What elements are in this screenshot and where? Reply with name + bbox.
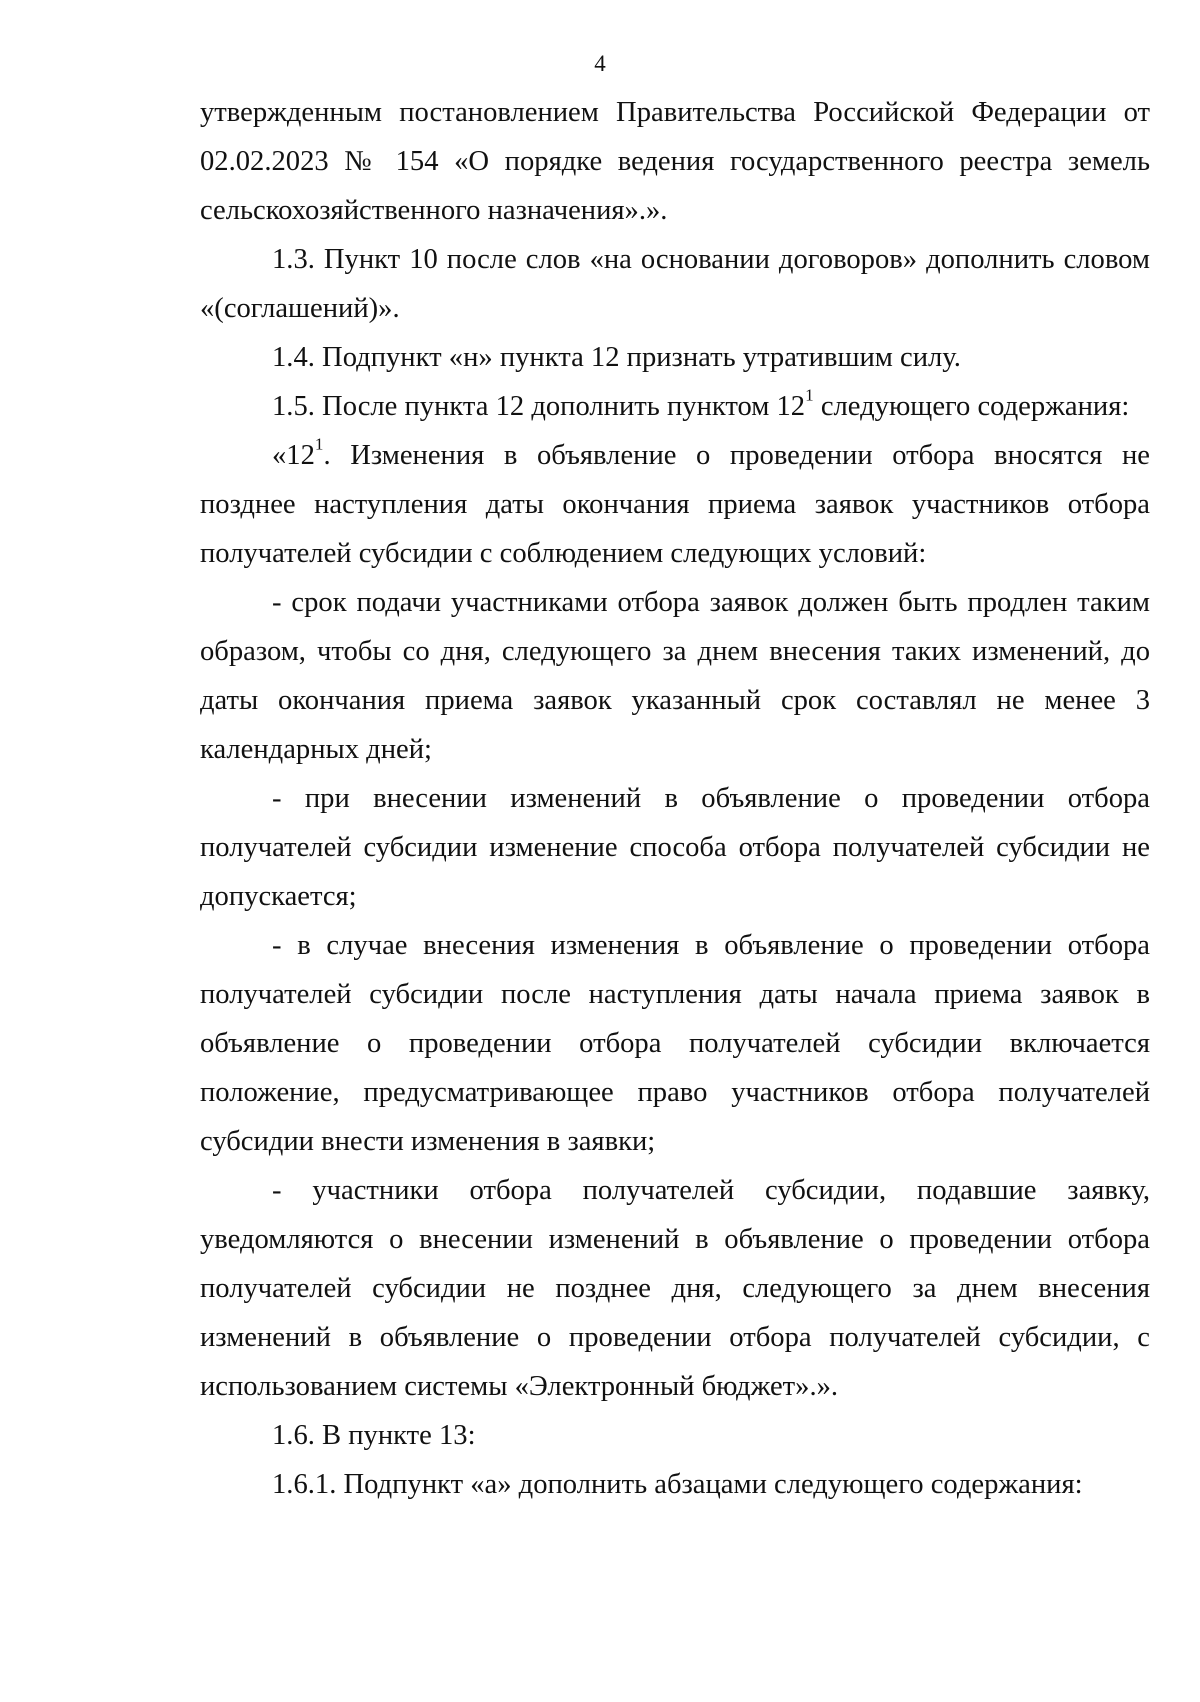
paragraph-12-1-text: . Изменения в объявление о проведении отбора вносятся не позднее наступления даты окончания приема заявок участников отбора получателей субсидии с соблюдением следующих условий: bbox=[200, 440, 1150, 569]
paragraph-12-1 bbox=[200, 431, 1150, 578]
paragraph-1-4: 1.4. Подпункт «н» пункта 12 признать утратившим силу. bbox=[272, 342, 961, 373]
paragraph-1-5-text: 1.5. После пункта 12 дополнить пунктом 12 bbox=[272, 391, 806, 422]
list-item-notification: - участники отбора получателей субсидии, подавшие заявку, уведомляются о внесении изменений в объявление о проведении отбора получателей субсидии не позднее дня, следующего за днем внесения изменений в объявление о проведении отбора получателей субсидии, с использованием системы «Электронный бюджет».». bbox=[200, 1175, 1150, 1402]
superscript-index: 1 bbox=[314, 434, 324, 454]
paragraph-1-6-1: 1.6.1. Подпункт «а» дополнить абзацами следующего содержания: bbox=[272, 1469, 1083, 1500]
list-item-deadline: - срок подачи участниками отбора заявок должен быть продлен таким образом, чтобы со дня, следующего за днем внесения таких изменений, до даты окончания приема заявок указанный срок составлял не менее 3 календарных дней; bbox=[200, 587, 1150, 765]
paragraph-1-6: 1.6. В пункте 13: bbox=[272, 1420, 476, 1451]
paragraph-1-5-text-end: следующего содержания: bbox=[813, 391, 1130, 422]
paragraph-continuation: утвержденным постановлением Правительства Российской Федерации от 02.02.2023 № 154 «О порядке ведения государственного реестра земель сельскохозяйственного назначения».». bbox=[200, 97, 1150, 226]
paragraph-1-3: 1.3. Пункт 10 после слов «на основании договоров» дополнить словом «(соглашений)». bbox=[200, 244, 1150, 324]
page-number: 4 bbox=[594, 51, 606, 76]
paragraph-12-1-start: «12 bbox=[272, 440, 315, 471]
list-item-changes: - в случае внесения изменения в объявление о проведении отбора получателей субсидии после наступления даты начала приема заявок в объявление о проведении отбора получателей субсидии включается положение, предусматривающее право участников отбора получателей субсидии внести изменения в заявки; bbox=[200, 930, 1150, 1157]
list-item-method: - при внесении изменений в объявление о проведении отбора получателей субсидии изменение способа отбора получателей субсидии не допускается; bbox=[200, 783, 1150, 912]
paragraph-1-5 bbox=[200, 382, 1150, 431]
superscript-index: 1 bbox=[805, 385, 814, 405]
document-body bbox=[200, 88, 1150, 1509]
